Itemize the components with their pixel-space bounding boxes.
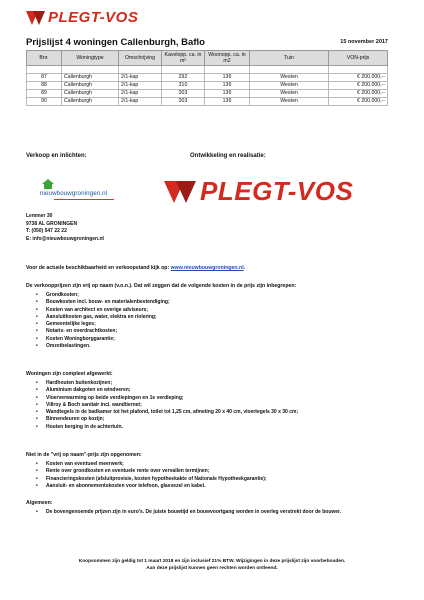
table-cell: 303 (162, 90, 205, 98)
table-cell: Westen (250, 98, 329, 106)
table-cell: 310 (162, 82, 205, 90)
list-item: • Binnendeuren op kozijn; (36, 416, 298, 423)
general-heading: Algemeen: (26, 500, 53, 506)
sales-heading: Verkoop en inlichten: (26, 153, 87, 159)
plegt-vos-logo-large (164, 176, 353, 207)
table-cell: Westen (250, 74, 329, 82)
column-header: Bnr. (27, 51, 62, 66)
list-item: • Houten berging in de achtertuin. (36, 424, 298, 431)
contact-street: Lemmer 30 (26, 213, 53, 219)
list-item: • Kosten van eventueel meerwerk; (36, 461, 267, 468)
included-heading: De verkoopprijzen zijn vrij op naam (v.o.n.). Dat wil zeggen dat de volgende kosten in de prijs zijn inbegrepen: (26, 283, 297, 289)
nieuwbouwgroningen-logo-text: nieuwbouwgroningen.nl (40, 190, 108, 197)
contact-email[interactable]: E: info@nieuwbouwgroningen.nl (26, 235, 104, 242)
column-header: Tuin (250, 51, 329, 66)
list-item: • Hardhouten buitenkozijnen; (36, 380, 298, 387)
list-item: • Notaris- en overdrachtkosten; (36, 328, 170, 335)
complete-heading: Woningen zijn compleet afgewerkt: (26, 371, 113, 377)
logo-underline (54, 199, 114, 200)
table-cell: Westen (250, 90, 329, 98)
plegt-vos-logo-text: PLEGT-VOS (48, 9, 139, 26)
list-item: • Grondkosten; (36, 292, 170, 299)
plegt-vos-logo-mark-icon (26, 11, 46, 25)
complete-list (36, 380, 298, 431)
availability-text: Voor de actuele beschikbaarheid en verkoopstand kijk op: (26, 265, 170, 271)
plegt-vos-logo-text: PLEGT-VOS (200, 176, 354, 206)
column-header: Kavelopp. ca. in m² (162, 51, 205, 66)
contact-phone: T: (050) 547 22 22 (26, 228, 67, 235)
list-item: • Aansluit- en abonnementskosten voor telefoon, glasvezel en kabel. (36, 483, 267, 490)
column-header: Woningtype (62, 51, 119, 66)
list-item: • De bovengenoemde prijzen zijn in euro's. De juiste bouwtijd en bouwvoortgang worden in overleg verstrekt door de bouwer. (36, 509, 341, 516)
plegt-vos-logo (26, 9, 138, 26)
table-cell: Callenburgh (62, 74, 119, 82)
table-spacer-row (27, 66, 388, 74)
development-heading: Ontwikkeling en realisatie: (190, 153, 266, 159)
table-cell: 303 (162, 98, 205, 106)
table-cell: 136 (205, 74, 250, 82)
list-item: • Gemeentelijke leges; (36, 321, 170, 328)
table-cell: 90 (27, 98, 62, 106)
plegt-vos-logo-mark-icon (164, 181, 198, 203)
footer-line-2: Aan deze prijslijst kunnen geen rechten worden ontleend. (146, 566, 278, 571)
list-item: • Aansluitkosten gas, water, elektra en riolering; (36, 314, 170, 321)
table-cell: € 200.000,-- (329, 74, 388, 82)
column-header: VON-prijs (329, 51, 388, 66)
table-cell: 87 (27, 74, 62, 82)
table-cell: 89 (27, 90, 62, 98)
table-cell: Callenburgh (62, 98, 119, 106)
page-title: Prijslijst 4 woningen Callenburgh, Baflo (26, 37, 205, 48)
included-list (36, 292, 170, 350)
table-cell: 2/1-kap (119, 74, 162, 82)
list-item: • Aluminium dakgoten en windveren; (36, 387, 298, 394)
table-cell: Callenburgh (62, 82, 119, 90)
document-date: 15 november 2017 (340, 39, 388, 45)
list-item: • Financieringskosten (afsluitprovisie, kosten hypotheekakte of Nationale Hypotheekgarantie); (36, 476, 267, 483)
list-item: • Wandtegels in de badkamer tot het plafond, toilet tot 1,25 cm, afmeting 20 x 40 cm, vloertegels 30 x 30 cm; (36, 409, 298, 416)
list-item: • Kosten van architect en overige adviseurs; (36, 307, 170, 314)
availability-line (26, 265, 245, 272)
table-cell: € 200.000,-- (329, 82, 388, 90)
general-list (36, 509, 341, 516)
list-item: • Omzetbelastingen. (36, 343, 170, 350)
table-cell: 136 (205, 90, 250, 98)
contact-city: 9738 AL GRONINGEN (26, 220, 78, 227)
website-link[interactable]: www.nieuwbouwgroningen.nl (170, 265, 244, 271)
table-row (27, 82, 388, 90)
table-cell: Callenburgh (62, 90, 119, 98)
nieuwbouwgroningen-logo (40, 179, 126, 209)
house-icon (42, 179, 54, 189)
excluded-heading: Niet in de "vrij op naam"-prijs zijn opgenomen: (26, 452, 142, 458)
table-cell: 2/1-kap (119, 82, 162, 90)
availability-end: . (243, 265, 246, 271)
footer-line-1: Koopsommen zijn geldig tot 1 maart 2018 en zijn inclusief 21% BTW. Wijzigingen in deze prijslijst zijn voorbehouden. (78, 559, 346, 564)
table-cell: Westen (250, 82, 329, 90)
table-cell: 2/1-kap (119, 90, 162, 98)
list-item: • Villroy & Boch sanitair incl. wandtiernet; (36, 402, 298, 409)
table-cell: 88 (27, 82, 62, 90)
table-cell: € 200.000,-- (329, 98, 388, 106)
column-header: Omschrijving (119, 51, 162, 66)
table-row (27, 74, 388, 82)
table-cell: € 200.000,-- (329, 90, 388, 98)
table-cell: 2/1-kap (119, 98, 162, 106)
list-item: • Kosten Woningborggarantie; (36, 336, 170, 343)
price-table (26, 50, 388, 106)
table-row (27, 98, 388, 106)
table-cell: 136 (205, 98, 250, 106)
list-item: • Bouwkosten incl. bouw- en materialenbestendiging; (36, 299, 170, 306)
excluded-list (36, 461, 267, 490)
table-cell: 136 (205, 82, 250, 90)
list-item: • Vloerverwarming op beide verdiepingen en 1e verdieping; (36, 395, 298, 402)
table-row (27, 90, 388, 98)
list-item: • Rente over grondkosten en eventuele rente over vervallen termijnen; (36, 468, 267, 475)
table-header-row (27, 51, 388, 66)
column-header: Woonopp. ca. in m2 (205, 51, 250, 66)
table-cell: 292 (162, 74, 205, 82)
contact-block (26, 213, 104, 243)
